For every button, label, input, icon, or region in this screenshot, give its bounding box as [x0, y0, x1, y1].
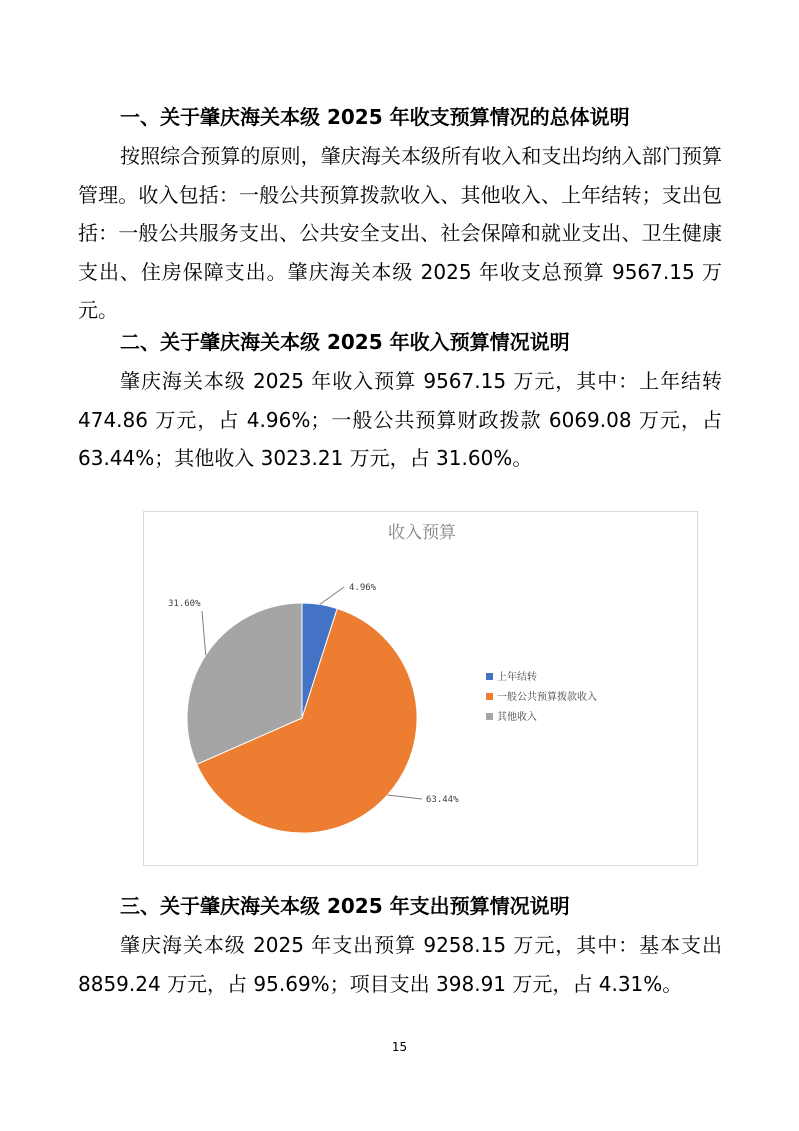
section-2-heading: 二、关于肇庆海关本级 2025 年收入预算情况说明 — [120, 330, 570, 354]
data-label-3: 31.60% — [168, 599, 201, 609]
income-budget-chart — [143, 511, 698, 866]
section-1-paragraph: 按照综合预算的原则，肇庆海关本级所有收入和支出均纳入部门预算管理。收入包括：一般公共预算拨款收入、其他收入、上年结转；支出包括：一般公共服务支出、公共安全支出、社会保障和就业支出、卫生健康支出、住房保障支出。肇庆海关本级 2025 年收支总预算 9567.15 万元。 — [78, 144, 722, 322]
data-label-1: 4.96% — [349, 583, 377, 593]
section-2-paragraph: 肇庆海关本级 2025 年收入预算 9567.15 万元，其中：上年结转 474.86 万元，占 4.96%；一般公共预算财政拨款 6069.08 万元，占 63.44%；其他收入 3023.21 万元，占 31.60%。 — [78, 369, 722, 470]
legend-label-3: 其他收入 — [497, 712, 537, 723]
legend-swatch-1 — [486, 673, 493, 680]
legend-label-1: 上年结转 — [497, 672, 537, 683]
leader-line-3 — [202, 611, 206, 655]
legend-swatch-3 — [486, 713, 493, 720]
data-label-2: 63.44% — [426, 795, 459, 805]
section-3-heading: 三、关于肇庆海关本级 2025 年支出预算情况说明 — [120, 894, 570, 918]
legend-label-2: 一般公共预算拨款收入 — [497, 692, 597, 703]
leader-line-2 — [387, 795, 422, 799]
page-number: 15 — [391, 1040, 408, 1054]
section-1-heading: 一、关于肇庆海关本级 2025 年收支预算情况的总体说明 — [120, 105, 630, 129]
leader-line-1 — [320, 587, 344, 604]
chart-title: 收入预算 — [388, 523, 456, 543]
legend-swatch-2 — [486, 693, 493, 700]
section-3-paragraph: 肇庆海关本级 2025 年支出预算 9258.15 万元，其中：基本支出 8859.24 万元，占 95.69%；项目支出 398.91 万元，占 4.31%。 — [78, 933, 722, 996]
pie-chart-svg — [144, 512, 699, 867]
